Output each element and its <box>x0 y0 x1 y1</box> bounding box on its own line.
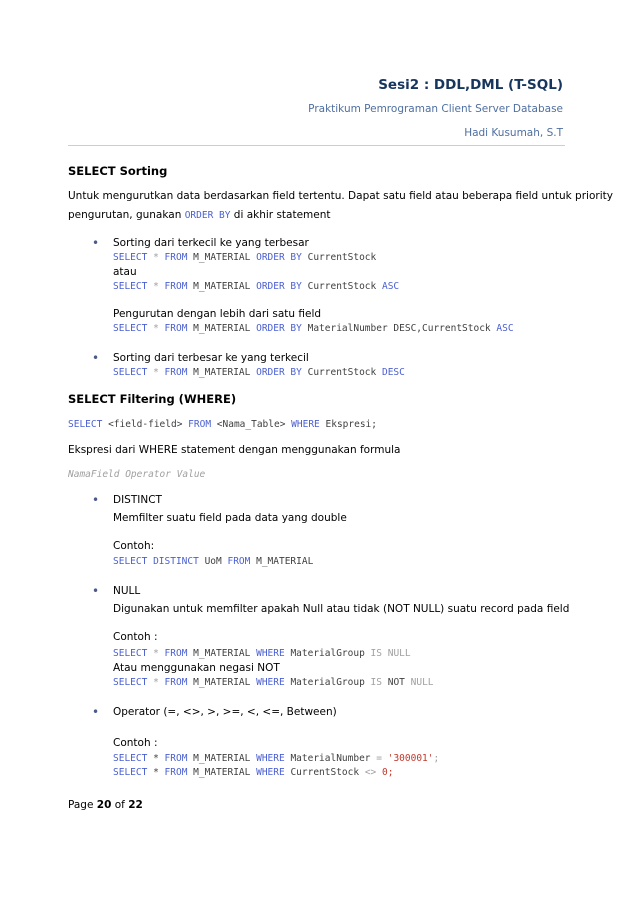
intro-text-pre: pengurutan, gunakan <box>68 209 185 221</box>
code-line-is-not-null: SELECT * FROM M_MATERIAL WHERE MaterialGroup IS NOT NULL <box>113 677 434 688</box>
bullet-icon: • <box>92 584 100 598</box>
intro-text-post: di akhir statement <box>230 209 331 221</box>
header-title: Sesi2 : DDL,DML (T-SQL) <box>378 77 563 93</box>
where-expression-text: Ekspresi dari WHERE statement dengan menggunakan formula <box>68 444 401 456</box>
negasi-text: Atau menggunakan negasi NOT <box>113 662 280 674</box>
contoh-label: Contoh : <box>113 737 158 749</box>
code-line-is-null: SELECT * FROM M_MATERIAL WHERE MaterialGroup IS NULL <box>113 648 411 659</box>
code-line-where-not-equal: SELECT * FROM M_MATERIAL WHERE CurrentStock <> 0; <box>113 767 394 778</box>
code-line-where-syntax: SELECT <field-field> FROM <Nama_Table> WHERE Ekspresi; <box>68 419 377 430</box>
code-line-distinct: SELECT DISTINCT UoM FROM M_MATERIAL <box>113 556 314 567</box>
code-line-order-by-asc: SELECT * FROM M_MATERIAL ORDER BY CurrentStock ASC <box>113 281 400 292</box>
bullet-sort-desc-label: Sorting dari terbesar ke yang terkecil <box>113 352 309 364</box>
atau-text: atau <box>113 266 137 278</box>
null-description: Digunakan untuk memfilter apakah Null atau tidak (NOT NULL) suatu record pada field <box>113 603 570 615</box>
sorting-intro-line2 <box>68 209 331 221</box>
sorting-intro-line1: Untuk mengurutkan data berdasarkan field tertentu. Dapat satu field atau beberapa field untuk priority <box>68 190 613 202</box>
code-line-order-by: SELECT * FROM M_MATERIAL ORDER BY CurrentStock <box>113 252 377 263</box>
header-author: Hadi Kusumah, S.T <box>464 127 563 139</box>
where-formula: NamaField Operator Value <box>68 469 206 480</box>
operator-label: Operator (=, <>, >, >=, <, <=, Between) <box>113 706 337 718</box>
bullet-icon: • <box>92 351 100 365</box>
contoh-label: Contoh : <box>113 631 158 643</box>
code-line-where-equals: SELECT * FROM M_MATERIAL WHERE MaterialNumber = '300001'; <box>113 753 440 764</box>
header-divider <box>68 145 565 146</box>
distinct-label: DISTINCT <box>113 494 162 506</box>
section-heading-filtering: SELECT Filtering (WHERE) <box>68 392 237 406</box>
code-line-order-by-desc: SELECT * FROM M_MATERIAL ORDER BY CurrentStock DESC <box>113 367 405 378</box>
section-heading-sorting: SELECT Sorting <box>68 164 168 178</box>
contoh-label: Contoh: <box>113 540 155 552</box>
header-subtitle: Praktikum Pemrograman Client Server Database <box>308 103 563 115</box>
page-number: Page 20 of 22 <box>68 799 143 811</box>
bullet-icon: • <box>92 493 100 507</box>
distinct-description: Memfilter suatu field pada data yang double <box>113 512 347 524</box>
bullet-icon: • <box>92 236 100 250</box>
code-line-multi-field: SELECT * FROM M_MATERIAL ORDER BY MaterialNumber DESC,CurrentStock ASC <box>113 323 514 334</box>
intro-keyword-order-by: ORDER BY <box>184 210 231 221</box>
multi-field-label: Pengurutan dengan lebih dari satu field <box>113 308 322 320</box>
bullet-sort-asc-label: Sorting dari terkecil ke yang terbesar <box>113 237 309 249</box>
bullet-icon: • <box>92 705 100 719</box>
null-label: NULL <box>113 585 141 597</box>
